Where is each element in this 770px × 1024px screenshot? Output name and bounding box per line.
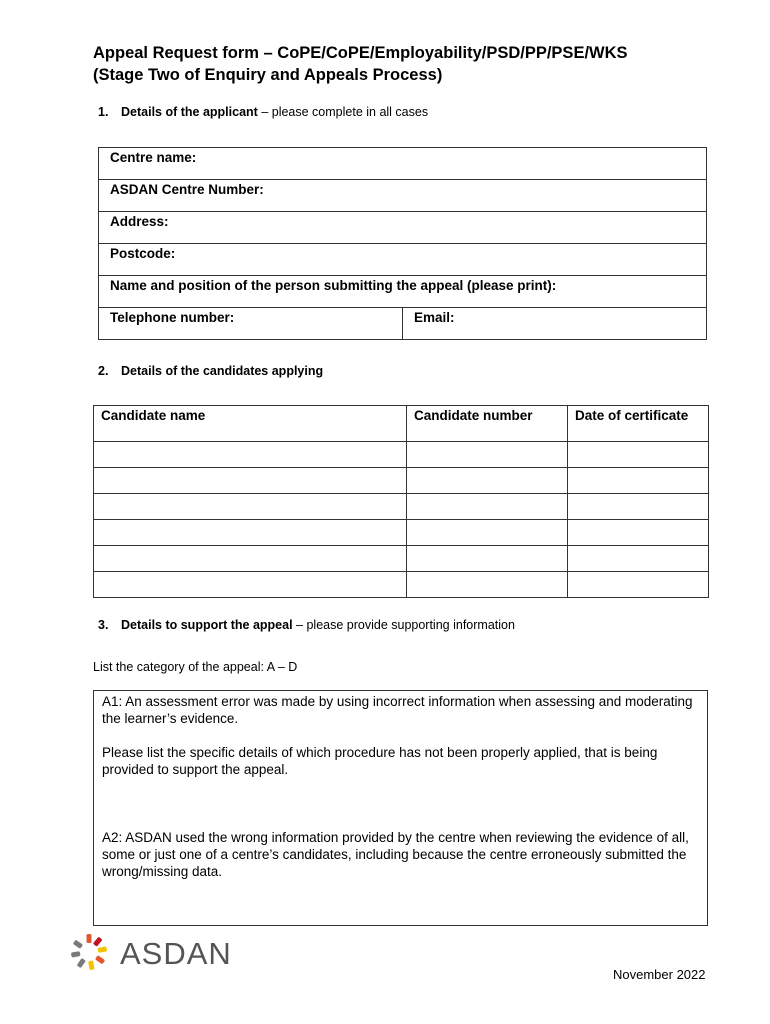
section2-heading (98, 364, 323, 378)
header-date-certificate: Date of certificate (568, 406, 709, 442)
appeal-a1-detail-text: Please list the specific details of which procedure has not been properly applied, that is being provided to support the appeal. (102, 745, 658, 777)
asdan-logo-mark (68, 932, 258, 976)
name-position-field[interactable]: Name and position of the person submitting the appeal (please print): (99, 276, 707, 308)
candidate-name-cell[interactable] (94, 442, 407, 468)
section3-number: 3. (98, 618, 109, 632)
candidate-name-cell[interactable] (94, 494, 407, 520)
footer-date: November 2022 (613, 967, 706, 982)
section1-title: Details of the applicant (121, 105, 258, 119)
certificate-date-cell[interactable] (568, 494, 709, 520)
candidate-number-cell[interactable] (407, 468, 568, 494)
section3-note: – please provide supporting information (292, 618, 515, 632)
table-row (94, 468, 709, 494)
table-row (94, 572, 709, 598)
candidate-number-cell[interactable] (407, 520, 568, 546)
certificate-date-cell[interactable] (568, 546, 709, 572)
header-candidate-name: Candidate name (94, 406, 407, 442)
form-title-line2: (Stage Two of Enquiry and Appeals Process) (93, 66, 443, 84)
candidate-number-cell[interactable] (407, 494, 568, 520)
certificate-date-cell[interactable] (568, 468, 709, 494)
form-title-line1: Appeal Request form – CoPE/CoPE/Employability/PSD/PP/PSE/WKS (93, 44, 628, 62)
header-candidate-number: Candidate number (407, 406, 568, 442)
table-row (94, 494, 709, 520)
section2-title: Details of the candidates applying (121, 364, 324, 378)
candidate-number-cell[interactable] (407, 442, 568, 468)
candidate-number-cell[interactable] (407, 546, 568, 572)
section1-heading (98, 105, 428, 119)
candidate-name-cell[interactable] (94, 520, 407, 546)
email-field[interactable]: Email: (403, 308, 707, 340)
certificate-date-cell[interactable] (568, 442, 709, 468)
asdan-logo-text: ASDAN (120, 936, 232, 971)
candidate-name-cell[interactable] (94, 546, 407, 572)
table-row (94, 442, 709, 468)
asdan-logo (68, 932, 258, 976)
section2-number: 2. (98, 364, 109, 378)
certificate-date-cell[interactable] (568, 572, 709, 598)
section1-number: 1. (98, 105, 109, 119)
centre-number-field[interactable]: ASDAN Centre Number: (99, 180, 707, 212)
appeal-a2-text: A2: ASDAN used the wrong information provided by the centre when reviewing the evidence of all, some or just one of a centre’s candidates, including because the centre erroneously submitted the wrong/missing data. (102, 830, 689, 879)
certificate-date-cell[interactable] (568, 520, 709, 546)
applicant-details-table (98, 147, 707, 340)
form-title (93, 42, 628, 86)
candidates-table (93, 405, 709, 598)
telephone-field[interactable]: Telephone number: (99, 308, 403, 340)
section1-note: – please complete in all cases (257, 105, 429, 119)
centre-name-field[interactable]: Centre name: (99, 148, 707, 180)
candidate-name-cell[interactable] (94, 572, 407, 598)
candidate-name-cell[interactable] (94, 468, 407, 494)
appeal-category-label: List the category of the appeal: A – D (93, 660, 298, 674)
section3-heading (98, 618, 515, 632)
candidate-number-cell[interactable] (407, 572, 568, 598)
appeal-details-box[interactable] (93, 690, 708, 926)
section3-title: Details to support the appeal (121, 618, 293, 632)
address-field[interactable]: Address: (99, 212, 707, 244)
postcode-field[interactable]: Postcode: (99, 244, 707, 276)
table-row (94, 546, 709, 572)
table-row (94, 520, 709, 546)
appeal-a1-text: A1: An assessment error was made by using incorrect information when assessing and moderating the learner’s evidence. (102, 694, 693, 726)
